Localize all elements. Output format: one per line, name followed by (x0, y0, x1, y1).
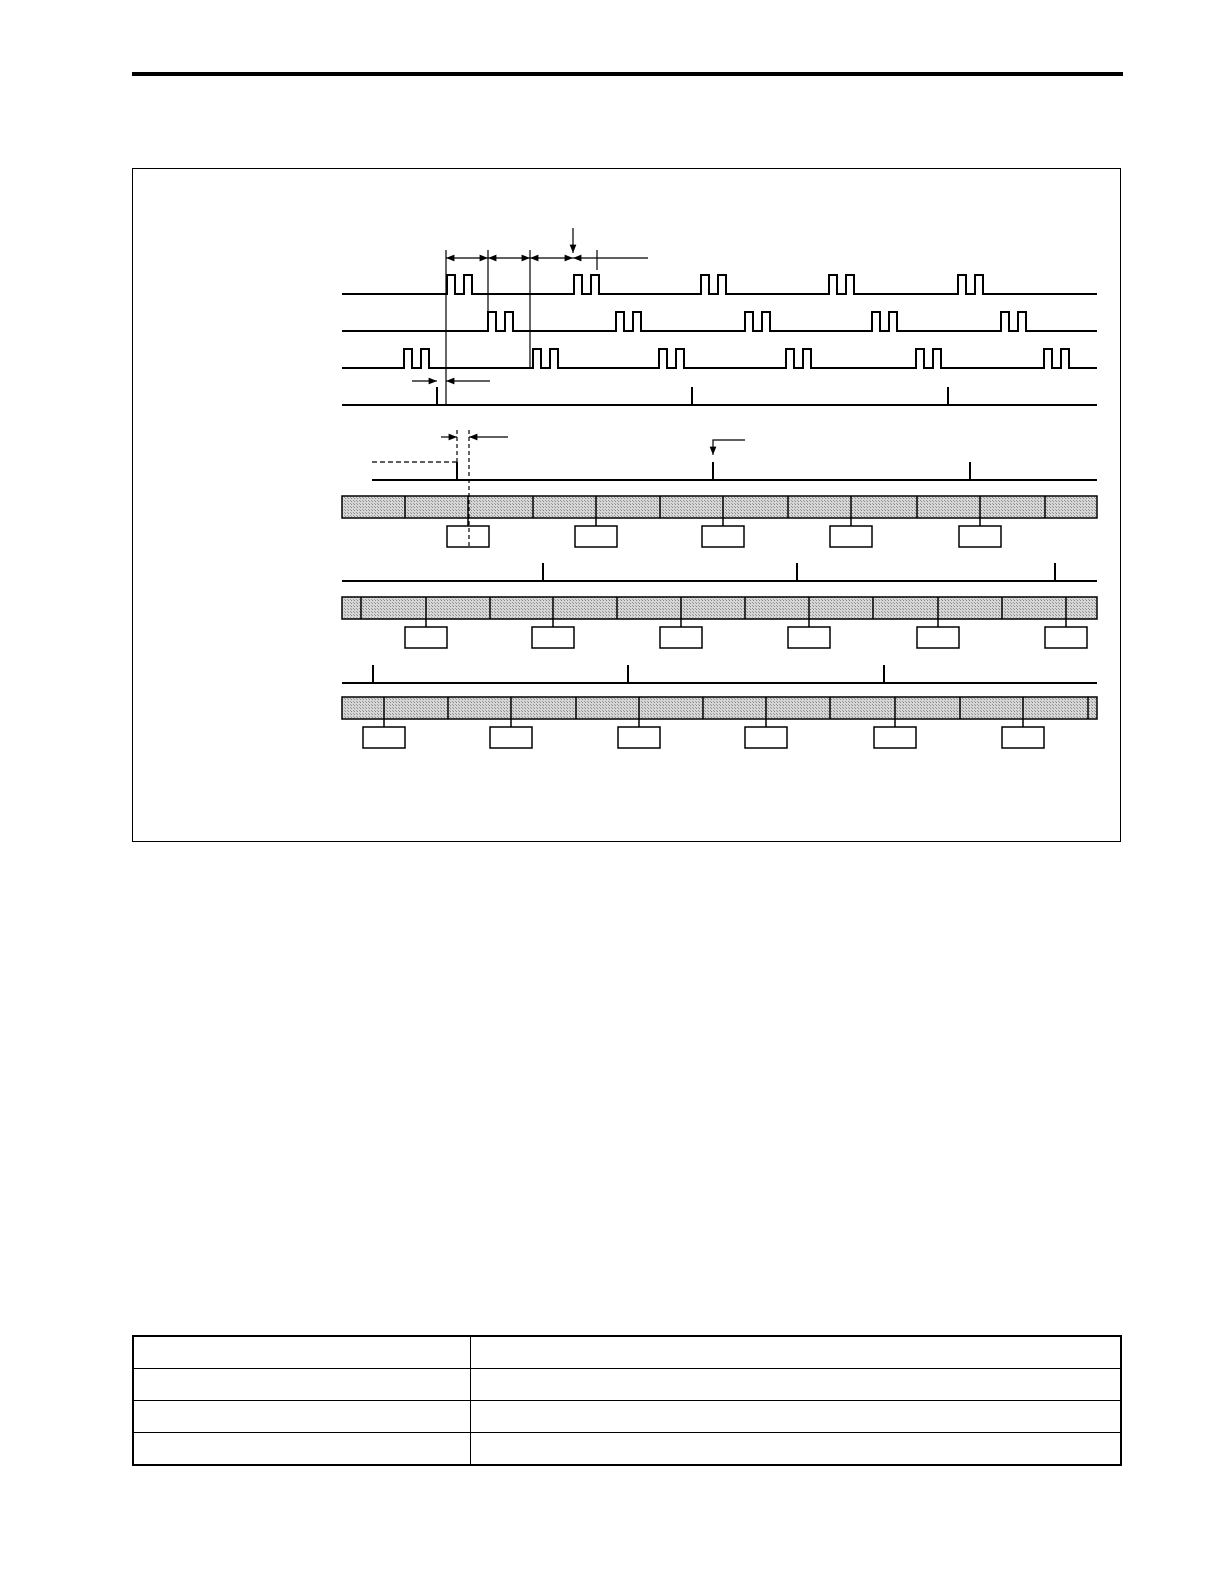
pulse-waveform-row-1 (342, 275, 1097, 294)
pulse-waveform-row-3 (342, 349, 1097, 368)
data-box-2-3 (660, 627, 702, 648)
pulse-waveforms (342, 275, 1097, 368)
data-band-1 (342, 496, 1097, 518)
data-box-3-3 (618, 727, 660, 748)
data-band-rows (342, 496, 1097, 748)
table-row (133, 1369, 1121, 1401)
table-cell (471, 1336, 1122, 1369)
data-box-1-4 (830, 526, 872, 547)
table-cell (471, 1369, 1122, 1401)
table-cell (471, 1433, 1122, 1466)
data-box-3-6 (1002, 727, 1044, 748)
data-band-3 (342, 697, 1097, 719)
data-box-2-6 (1045, 627, 1087, 648)
table-cell (133, 1401, 471, 1433)
data-box-2-2 (532, 627, 574, 648)
tick-pointer-arrow (713, 440, 745, 455)
data-box-2-1 (405, 627, 447, 648)
table-row (133, 1336, 1121, 1369)
data-box-1-2 (575, 526, 617, 547)
data-box-1-1 (447, 526, 489, 547)
pulse-waveform-row-2 (342, 312, 1097, 331)
table-row (133, 1433, 1121, 1466)
data-box-3-5 (874, 727, 916, 748)
table-row (133, 1401, 1121, 1433)
data-box-3-1 (363, 727, 405, 748)
data-box-3-2 (490, 727, 532, 748)
table-cell (133, 1369, 471, 1401)
info-table (132, 1335, 1122, 1466)
data-band-2 (342, 597, 1097, 619)
table-cell (133, 1336, 471, 1369)
table-cell (471, 1401, 1122, 1433)
data-box-3-4 (745, 727, 787, 748)
table-cell (133, 1433, 471, 1466)
data-box-2-5 (917, 627, 959, 648)
data-box-1-3 (702, 526, 744, 547)
data-box-2-4 (788, 627, 830, 648)
data-box-1-5 (959, 526, 1001, 547)
